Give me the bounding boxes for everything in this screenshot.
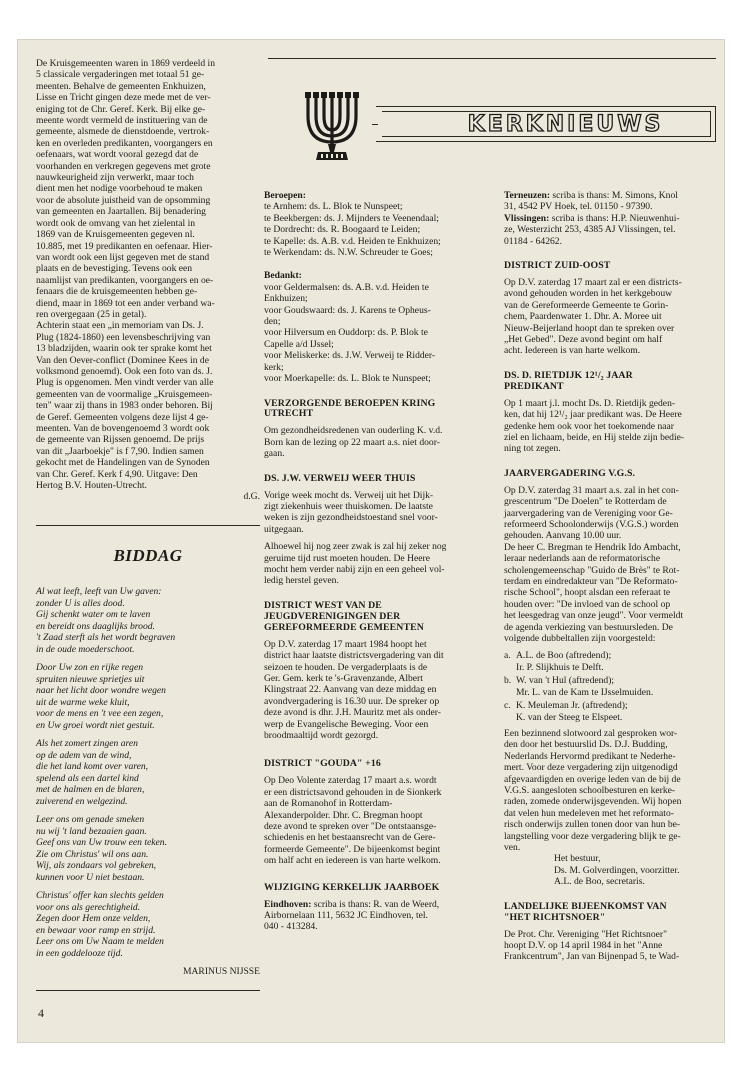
place-label: Vlissingen: bbox=[504, 212, 550, 224]
poem-stanza bbox=[36, 586, 260, 655]
text-line: dient men het nodige voorbehoud te maken bbox=[36, 183, 203, 195]
masthead bbox=[276, 86, 716, 168]
article-title bbox=[504, 371, 716, 393]
text-line: Enkhuizen; bbox=[264, 293, 308, 305]
text-line: PREDIKANT bbox=[504, 380, 564, 392]
text-line: voor ons als gerechtigheid. bbox=[36, 901, 141, 913]
text-line: 5 classicale vergaderingen met totaal 51 ge- bbox=[36, 69, 205, 81]
text-line: zonder U is alles dood. bbox=[36, 597, 125, 609]
text-line: van dit „Jaarboekje" is f 7,90. Indien samen bbox=[36, 445, 204, 457]
article-body bbox=[264, 775, 492, 866]
text-line: houden over: "De invloed van de school op bbox=[504, 598, 671, 610]
text-line: van wordt ook een lijst gegeven met de stand bbox=[36, 251, 210, 263]
text-line: eniging tot de Chr. Geref. Kerk. Bij elke ge- bbox=[36, 103, 206, 115]
text-line: voorhanden en verkregen gegevens met grote bbox=[36, 160, 211, 172]
divider bbox=[36, 525, 260, 526]
text-line: Op D.V. zaterdag 31 maart a.s. zal in het con- bbox=[504, 484, 679, 496]
beroepen-list bbox=[264, 201, 492, 258]
text-line: Alhoewel hij nog zeer zwak is zal hij zeker nog bbox=[264, 541, 447, 553]
text-line: ning tot zegen. bbox=[504, 443, 561, 455]
text-line: oefenaars, wat wordt vooral gezegd dat de bbox=[36, 149, 199, 161]
text-line: scriba is thans: M. Simons, Knol bbox=[550, 190, 678, 201]
text-line: Capelle a/d IJssel; bbox=[264, 338, 334, 350]
text-line: gedenke hem ook voor het toekomende naar bbox=[504, 420, 674, 432]
text-line: meente wordt vermeld de instituering van de bbox=[36, 115, 208, 127]
text-line: Hertog B.V. Houten-Utrecht. bbox=[36, 480, 147, 492]
text-line: grescentrum "De Doelen" te Rotterdam de bbox=[504, 496, 667, 508]
text-line: Wij, als zondaars vol gebreken, bbox=[36, 860, 157, 872]
text-line: in de oude moederschoot. bbox=[36, 643, 135, 655]
text-line: risch onderwijs zullen tonen door van hun be- bbox=[504, 819, 681, 831]
text-line: van Chr. Geref. Kerk f 4,90. Uitgave: Den bbox=[36, 468, 198, 480]
text-line: te Kapelle: ds. A.B. v.d. Heiden te Enkhuizen; bbox=[264, 235, 441, 247]
list-marker: b. bbox=[504, 675, 512, 687]
poem-stanza bbox=[36, 662, 260, 731]
text-line: den; bbox=[264, 316, 281, 328]
text-line: V.G.S. aangesloten schoolbesturen en kerke- bbox=[504, 784, 676, 796]
article-title bbox=[264, 601, 492, 634]
text-line: Op D.V. zaterdag 17 maart zal er een districts- bbox=[504, 277, 682, 288]
text-line: aan de Romanohof in Rotterdam- bbox=[264, 798, 393, 810]
text-line: JEUGDVERENIGINGEN DER bbox=[264, 610, 401, 622]
text-line: schiedenis en het bestaansrecht van de Gere- bbox=[264, 832, 436, 844]
article-title bbox=[264, 883, 492, 894]
text-line: "HET RICHTSNOER" bbox=[504, 911, 606, 923]
text-line: DS. D. RIETDIJK 12¹/₂ JAAR bbox=[504, 369, 633, 381]
article-body bbox=[504, 398, 716, 455]
text-line: met de halmen en de blaren, bbox=[36, 784, 145, 796]
text-line: uit de warme weke kluit, bbox=[36, 696, 130, 708]
text-line: ken en overleden predikanten, voorgangers en bbox=[36, 137, 213, 149]
place-label: Eindhoven: bbox=[264, 898, 312, 910]
text-line: wordt ook de omvang van het zielental in bbox=[36, 217, 196, 229]
text-line: nauwkeurigheid zijn verwerkt, maar toch bbox=[36, 172, 194, 184]
text-line: DS. J.W. VERWEIJ WEER THUIS bbox=[264, 472, 416, 484]
text-line: Als het zomert zingen aren bbox=[36, 738, 138, 750]
text-line: Born kan de lezing op 22 maart a.s. niet door- bbox=[264, 436, 440, 448]
text-line: LANDELIJKE BIJEENKOMST VAN bbox=[504, 900, 667, 912]
text-line: mocht hem verder nabij zijn en een geheel vol- bbox=[264, 564, 445, 576]
article-body bbox=[504, 929, 716, 963]
text-line: JAARVERGADERING V.G.S. bbox=[504, 467, 636, 479]
poem-author: MARINUS NIJSSE bbox=[182, 966, 260, 978]
text-line: kerk; bbox=[264, 361, 284, 373]
text-line: uitgegaan. bbox=[264, 523, 304, 535]
text-line: rische School", hoopt alsdan een referaat te bbox=[504, 587, 671, 599]
article-title bbox=[504, 469, 716, 480]
text-line: werp de Evangelische Beweging. Voor een bbox=[264, 718, 429, 730]
text-line: district haar laatste districtsvergadering van dit bbox=[264, 650, 444, 662]
text-line: acht. Iedereen is van harte welkom. bbox=[504, 345, 641, 357]
text-line: Achterin staat een „in memoriam van Ds. J. bbox=[36, 320, 204, 332]
list-text bbox=[516, 675, 716, 698]
text-line: Ds. M. Golverdingen, voorzitter. bbox=[554, 864, 680, 876]
text-line: ze, Westerzicht 253, 4385 AJ Vlissingen, tel. bbox=[504, 224, 676, 236]
text-line: terdam en eindredakteur van "De Reformato- bbox=[504, 576, 678, 588]
text-line: Ir. P. Slijkhuis te Delft. bbox=[516, 661, 604, 673]
text-line: Frankcentrum", Jan van Bijnenpad 5, te Wad- bbox=[504, 951, 680, 963]
text-line: het leesgedrag van onze jeugd". Voor vermeldt bbox=[504, 610, 684, 622]
text-line: Leer ons om genade smeken bbox=[36, 814, 145, 826]
list-marker: c. bbox=[504, 700, 511, 712]
text-line: voor Moerkapelle: ds. L. Blok te Nunspeet; bbox=[264, 373, 431, 385]
list-text bbox=[516, 700, 716, 723]
text-line: van gemeenten en Jaartallen. Bij benadering bbox=[36, 206, 206, 218]
text-line: Op D.V. zaterdag 17 maart 1984 hoopt het bbox=[264, 638, 427, 650]
poem-stanza bbox=[36, 814, 260, 883]
text-line: 13 bladzijden, waarin ook ter sprake komt het bbox=[36, 343, 212, 355]
text-line: Vorige week mocht ds. Verweij uit het Dijk- bbox=[264, 489, 434, 501]
text-line: seizoen te houden. De vergaderplaats is de bbox=[264, 661, 428, 673]
column-left bbox=[36, 58, 260, 977]
text-line: plaats en de bevestiging. Tevens ook een bbox=[36, 263, 193, 275]
text-line: Gij schenkt water om te laven bbox=[36, 609, 151, 621]
text-line: gehouden. Aanvang 10.00 uur. bbox=[504, 530, 622, 542]
article-body bbox=[264, 425, 492, 459]
text-line: te Werkendam: ds. N.W. Schreuder te Goes; bbox=[264, 247, 433, 259]
text-line: Alexanderpolder. Dhr. C. Bregman hoopt bbox=[264, 809, 423, 821]
text-line: Leer ons om Uw Naam te melden bbox=[36, 936, 164, 948]
text-line: mert. Voor deze vergadering zijn uitgenodigd bbox=[504, 762, 678, 774]
text-line: zuiverend en welgezind. bbox=[36, 795, 128, 807]
list-item bbox=[504, 675, 716, 698]
text-line: scriba is thans: R. van de Weerd, bbox=[311, 898, 440, 910]
text-line: W. van 't Hul (aftredend); bbox=[516, 675, 615, 687]
text-line: diend, maar in 1869 tot een ander verband wa- bbox=[36, 297, 215, 309]
text-line: K. van der Steeg te Elspeet. bbox=[516, 711, 623, 723]
text-line: Van den Oever-conflict (Dominee Kees in de bbox=[36, 354, 209, 366]
text-line: Geef ons van Uw trouw een teken. bbox=[36, 837, 167, 849]
text-line: Het bestuur, bbox=[554, 853, 601, 865]
text-line: scholengemeenschap "Guido de Brès" te Rot- bbox=[504, 564, 680, 576]
text-line: 10.885, met 19 predikanten en oefenaar. Hier- bbox=[36, 240, 213, 252]
article-body bbox=[504, 190, 716, 213]
text-line: chem, Paardenwater 1. Dhr. A. Moree uit bbox=[504, 311, 662, 323]
text-line: ten" waar zij thans in 1983 onder behoren. Bij bbox=[36, 400, 213, 412]
text-line: de Geref. Gemeenten volgens deze lijst 4 ge- bbox=[36, 411, 209, 423]
article-body bbox=[264, 899, 492, 933]
divider bbox=[36, 990, 260, 991]
text-line: weken is zijn gezondheidstoestand snel voor- bbox=[264, 512, 438, 524]
article-body bbox=[264, 490, 492, 536]
text-line: voor Hilversum en Ouddorp: ds. P. Blok te bbox=[264, 327, 428, 339]
text-line: spelend als een dartel kind bbox=[36, 772, 139, 784]
list-item bbox=[504, 650, 716, 673]
article-body bbox=[264, 541, 492, 587]
poem-stanza bbox=[36, 738, 260, 807]
article-signature bbox=[504, 853, 716, 887]
text-line: De Prot. Chr. Vereniging "Het Richtsnoer" bbox=[504, 928, 667, 940]
article-title bbox=[264, 759, 492, 770]
article-body bbox=[504, 213, 716, 247]
text-line: meenten. Behalve de gemeenten Enkhuizen, bbox=[36, 80, 206, 92]
text-line: Lisse en Tricht gingen deze mede met de ver- bbox=[36, 92, 211, 104]
text-line: UTRECHT bbox=[264, 408, 314, 420]
list-text bbox=[516, 650, 716, 673]
list-item bbox=[504, 700, 716, 723]
poem-biddag bbox=[36, 586, 260, 959]
page-number: 4 bbox=[38, 1006, 44, 1020]
text-line: A.L. de Boo (aftredend); bbox=[516, 650, 612, 662]
text-line: te Dordrecht: ds. R. Boogaard te Leiden; bbox=[264, 224, 421, 236]
text-line: voor de absolute juistheid van de opsomming bbox=[36, 194, 211, 206]
article-body bbox=[504, 485, 716, 645]
text-line: Al wat leeft, leeft van Uw gaven: bbox=[36, 586, 162, 598]
text-line: afgevaardigden en overige leden van de bij de bbox=[504, 773, 681, 785]
article-body bbox=[504, 277, 716, 357]
text-line: den door het bestuurslid Ds. D.J. Budding, bbox=[504, 739, 668, 751]
text-line: Een bezinnend slotwoord zal gesproken wor- bbox=[504, 727, 678, 739]
text-line: 040 - 413284. bbox=[264, 921, 318, 933]
text-line: fenaars die de kruisgemeenten hebben ge- bbox=[36, 286, 198, 298]
text-line: avond gehouden worden in het kerkgebouw bbox=[504, 288, 673, 300]
article-title bbox=[264, 474, 492, 485]
text-line: gemeenten van de voormalige „Kruisgemeen- bbox=[36, 388, 213, 400]
text-line: Nederlands Hervormd predikant te Nederhe- bbox=[504, 750, 676, 762]
text-line: voor Geldermalsen: ds. A.B. v.d. Heiden te bbox=[264, 281, 429, 293]
text-line: voor Goudswaard: ds. J. Karens te Opheus- bbox=[264, 304, 431, 316]
text-line: op de adem van de wind, bbox=[36, 749, 132, 761]
candidate-list bbox=[504, 650, 716, 722]
text-line: WIJZIGING KERKELIJK JAARBOEK bbox=[264, 881, 440, 893]
text-line: zigt ziekenhuis weer thuiskomen. De laatste bbox=[264, 501, 433, 513]
text-line: dat velen hun medeleven met het reformato- bbox=[504, 807, 674, 819]
text-line: van de Gereformeerde Gemeente te Gorin- bbox=[504, 299, 669, 311]
text-line: Mr. L. van de Kam te IJsselmuiden. bbox=[516, 686, 654, 698]
text-line: DISTRICT "GOUDA" +16 bbox=[264, 758, 381, 770]
text-line: broodmaaltijd wordt gezorgd. bbox=[264, 730, 379, 742]
text-line: volgende dubbeltallen zijn voorgesteld: bbox=[504, 633, 656, 645]
text-line: leraar nederlands aan de reformatorische bbox=[504, 553, 661, 565]
article-body bbox=[264, 639, 492, 742]
text-line: kunnen voor U niet bestaan. bbox=[36, 871, 145, 883]
text-line: Zegen door Hem onze velden, bbox=[36, 913, 151, 925]
text-line: GEREFORMEERDE GEMEENTEN bbox=[264, 621, 424, 633]
article-title bbox=[264, 399, 492, 421]
text-line: er een districtsavond gehouden in de Sionkerk bbox=[264, 786, 442, 798]
text-line: A.L. de Boo, secretaris. bbox=[554, 876, 645, 888]
text-line: volksmond genoemd). Ook een foto van ds. J. bbox=[36, 365, 213, 377]
text-line: Ger. Gem. kerk te 's-Gravenzande, Albert bbox=[264, 673, 423, 684]
column-right bbox=[504, 190, 716, 969]
text-line: DISTRICT ZUID-OOST bbox=[504, 260, 611, 272]
text-line: ven. bbox=[504, 841, 521, 853]
bedankt-list bbox=[264, 282, 492, 385]
text-line: in een goddelooze tijd. bbox=[36, 947, 123, 959]
article-body bbox=[504, 728, 716, 853]
text-line: Nieuw-Beijerland hoopt dan te spreken over bbox=[504, 322, 675, 334]
text-line: ziel en lichaam, beide, en Hij stelde zijn bedie- bbox=[504, 432, 685, 443]
text-line: scriba is thans: H.P. Nieuwenhui- bbox=[549, 212, 680, 224]
text-line: Op 1 maart j.l. mocht Ds. D. Rietdijk geden- bbox=[504, 397, 676, 409]
article-title bbox=[504, 902, 716, 924]
text-line: De Kruisgemeenten waren in 1869 verdeeld in bbox=[36, 58, 216, 69]
text-line: ken, dat hij 12¹/₂ jaar predikant was. De Heere bbox=[504, 409, 682, 421]
text-line: DISTRICT WEST VAN DE bbox=[264, 599, 382, 611]
text-line: K. Meuleman Jr. (aftredend); bbox=[516, 700, 628, 712]
text-line: Door Uw zon en rijke regen bbox=[36, 662, 144, 674]
article-title bbox=[504, 261, 716, 272]
text-line: deze avond is dhr. J.H. Mauritz met als onder- bbox=[264, 707, 441, 719]
text-line: de gemeente van Rijssen genoemd. De prijs bbox=[36, 434, 205, 446]
text-line: Om gezondheidsredenen van ouderling K. v.d. bbox=[264, 425, 443, 437]
text-line: de agenda verkiezing van bestuursleden. De bbox=[504, 621, 673, 633]
text-line: ren overgegaan (25 in getal). bbox=[36, 308, 147, 320]
text-line: langstelling voor deze vergadering blijk te ge- bbox=[504, 830, 681, 842]
text-line: VERZORGENDE BEROEPEN KRING bbox=[264, 397, 436, 409]
text-line: te Arnhem: ds. L. Blok te Nunspeet; bbox=[264, 201, 403, 213]
text-line: gemeente, alsmede de dienstdoende, vertrok- bbox=[36, 126, 210, 138]
text-line: 't Zaad sterft als het wordt begraven bbox=[36, 632, 176, 644]
text-line: 01184 - 64262. bbox=[504, 235, 563, 247]
text-line: Christus' offer kan slechts gelden bbox=[36, 890, 164, 902]
newspaper-page bbox=[18, 40, 724, 1042]
text-line: „Het Gebed". Deze avond begint om half bbox=[504, 334, 663, 346]
text-line: voor de mens en 't vee een zegen, bbox=[36, 708, 164, 720]
section-heading: Bedankt: bbox=[264, 270, 302, 282]
text-line: Airbornelaan 111, 5632 JC Eindhoven, tel. bbox=[264, 910, 428, 922]
text-line: Klingstraat 22. Aanvang van deze middag en bbox=[264, 684, 437, 696]
text-line: formeerde Gemeente". De bijeenkomst begint bbox=[264, 843, 441, 855]
text-line: en Uw groei wordt niet gestuit. bbox=[36, 719, 155, 731]
text-line: ledig herstel geven. bbox=[264, 575, 339, 587]
intro-signature: d.G. bbox=[243, 491, 260, 503]
list-marker: a. bbox=[504, 650, 511, 662]
place-label: Terneuzen: bbox=[504, 190, 551, 201]
section-heading: Beroepen: bbox=[264, 190, 306, 201]
text-line: geruime tijd rust moeten houden. De Heere bbox=[264, 552, 430, 564]
text-line: hoopt D.V. op 14 april 1984 in het "Anne bbox=[504, 939, 663, 951]
text-line: naamlijst van predikanten, voorgangers en oe- bbox=[36, 274, 214, 286]
text-line: te Beekbergen: ds. J. Mijnders te Veenendaal; bbox=[264, 212, 439, 224]
text-line: en bewaar voor ramp en strijd. bbox=[36, 924, 156, 936]
text-line: nu wij 't land bezaaien gaan. bbox=[36, 825, 147, 837]
text-line: Plug is opgenomen. Men vindt verder van alle bbox=[36, 377, 214, 389]
masthead-title: KERKNIEUWS bbox=[467, 111, 664, 137]
masthead-banner bbox=[376, 106, 716, 142]
text-line: reformeerd Schoolonderwijs (V.G.S.) worden bbox=[504, 519, 679, 530]
poem-title: BIDDAG bbox=[113, 545, 183, 565]
text-line: 1869 van de Kruisgemeenten gegeven nl. bbox=[36, 229, 195, 241]
text-line: naar het licht door wondre wegen bbox=[36, 685, 166, 697]
text-line: die het land komt over varen, bbox=[36, 761, 149, 773]
text-line: gekocht met de Handelingen van de Synoden bbox=[36, 457, 210, 469]
intro-article bbox=[36, 58, 260, 491]
text-line: raden, zomede onderwijsgevenden. Wij hopen bbox=[504, 796, 682, 808]
text-line: om half acht en iedereen is van harte welkom. bbox=[264, 855, 441, 867]
text-line: meenten. Van de bovengenoemd 3 wordt ook bbox=[36, 423, 210, 434]
text-line: Zie om Christus' wil ons aan. bbox=[36, 848, 149, 860]
text-line: 31, 4542 PV Hoek, tel. 01150 - 97390. bbox=[504, 201, 653, 213]
menorah-icon bbox=[288, 86, 376, 168]
text-line: en bereidt ons daaglijks brood. bbox=[36, 620, 155, 632]
column-middle bbox=[264, 190, 492, 939]
divider bbox=[268, 58, 716, 59]
text-line: Op Deo Volente zaterdag 17 maart a.s. wordt bbox=[264, 775, 437, 787]
text-line: deze avond te spreken over "De ontstaansge- bbox=[264, 821, 437, 833]
text-line: De heer C. Bregman te Hendrik Ido Ambacht, bbox=[504, 541, 681, 553]
text-line: voor Meliskerke: ds. J.W. Verweij te Ridder- bbox=[264, 350, 436, 362]
text-line: spruiten nieuwe sprietjes uit bbox=[36, 673, 145, 685]
text-line: avondvergadering is 16.30 uur. De spreker op bbox=[264, 695, 440, 707]
text-line: gaan. bbox=[264, 448, 285, 460]
poem-stanza bbox=[36, 890, 260, 959]
text-line: jaarvergadering van de Vereniging voor Ge- bbox=[504, 507, 673, 519]
text-line: Plug (1824-1860) een levensbeschrijving van bbox=[36, 331, 211, 343]
